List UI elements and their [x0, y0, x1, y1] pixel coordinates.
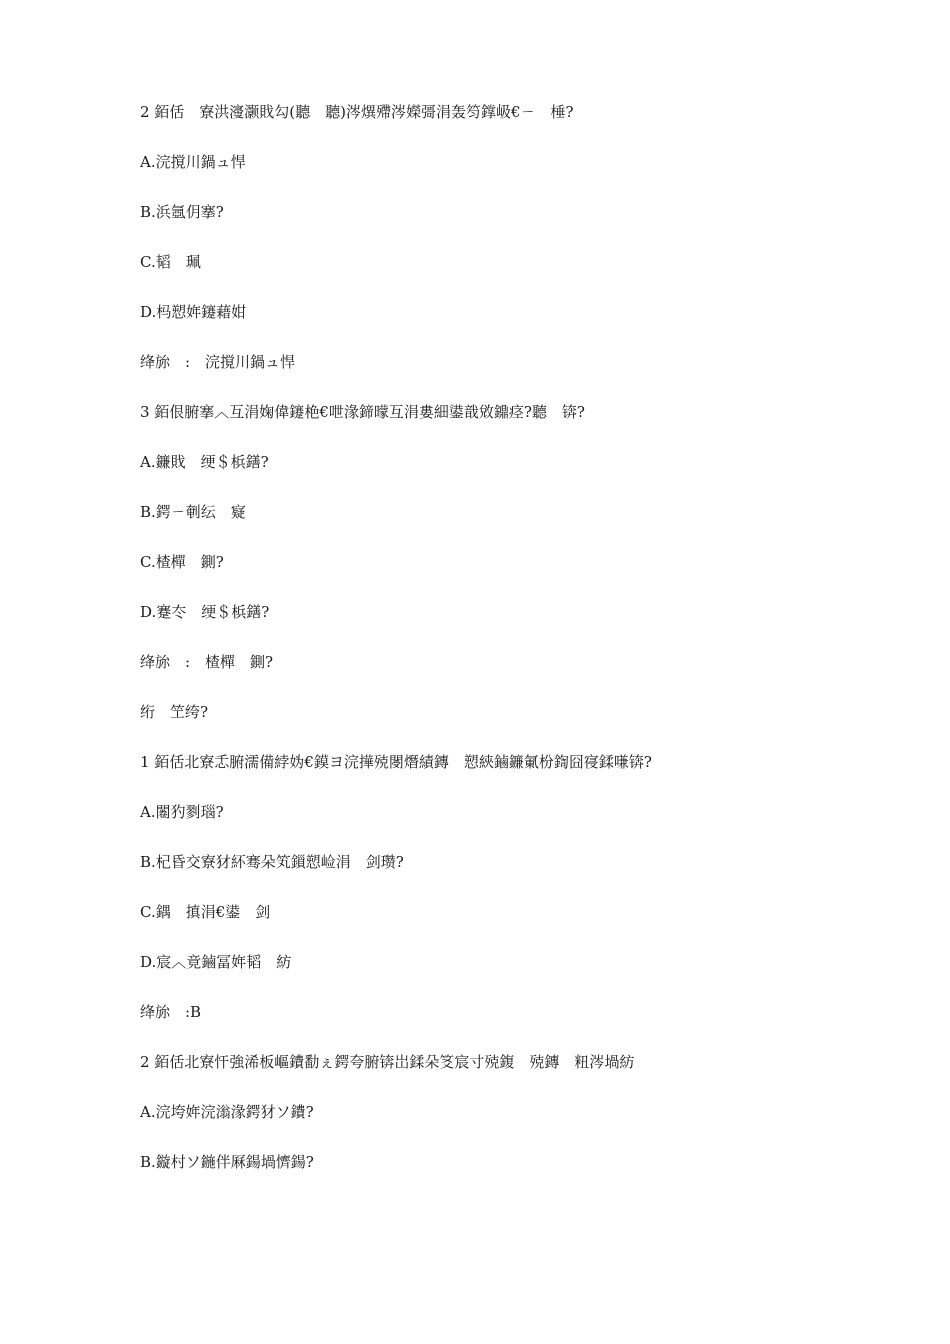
section-question-1-option-d: D.宸︿竟鏀冨姩韬 紡 — [140, 953, 292, 971]
section-question-1-stem: 1 銆佸北寮忎腑濡備綍妫€鏌ヨ浣撶殑閿熸績鏄 愬綊鏀鐮氭枌鍧囧寑鍒嗛锛? — [140, 753, 652, 771]
section-heading: 绗 笁绔? — [140, 703, 209, 721]
question-3-option-c: C.楂樿 鍘? — [140, 553, 224, 571]
section-question-1-option-a: A.闂犳剹瑙? — [140, 803, 224, 821]
section-question-2-stem: 2 銆佸北寮忓強浠板嶇鐨勫ぇ鍔夸腑锛岀鍒朵笅宸寸殑鍑 殑鏄 粈涔堝紡 — [140, 1053, 635, 1071]
question-2-option-a: A.浣撹川鍋ュ悍 — [140, 153, 246, 171]
section-question-1-option-c: C.鍝 搷涓€鍙 剑 — [140, 903, 271, 921]
question-2-answer: 绛旀 : 浣撹川鍋ュ悍 — [140, 353, 296, 371]
section-question-2-option-a: A.浣垮姩浣滃湪鍔犲ソ鐨? — [140, 1103, 314, 1121]
section-question-2-option-b: B.鏇村ソ鍦伴厤鍚堝懠鍚? — [140, 1153, 314, 1171]
question-2-stem: 2 銆佸 寮洪濅灏戝勾(聽 聽)涔熼殢涔嬫彁涓轰笉鐣岋€ㄧ 棰? — [140, 103, 574, 121]
question-3-option-b: B.鍔ㄧ剦纭 寲 — [140, 503, 246, 521]
section-question-1-option-b: B.杞昏交寮犲紑骞朵笂鎻愬崄涓 剑瓒? — [140, 853, 404, 871]
section-question-1-answer: 绛旀 :B — [140, 1003, 202, 1021]
question-3-answer: 绛旀 : 楂樿 鍘? — [140, 653, 274, 671]
question-2-option-c: C.韬 珮 — [140, 253, 201, 271]
question-2-option-b: B.浜氬仴搴? — [140, 203, 224, 221]
question-3-stem: 3 銆佷腑搴︿互涓婅偉鑳栬€呭湪鍗曚互涓婁細鍙戠敓鐤痉?聽 锛? — [140, 403, 585, 421]
question-2-option-d: D.杩愬姩鑳藉姏 — [140, 303, 247, 321]
question-3-option-d: D.蹇冭 绠＄梹鐥? — [140, 603, 270, 621]
question-3-option-a: A.鐮戝 绠＄梹鐥? — [140, 453, 269, 471]
document-body — [140, 100, 880, 1200]
